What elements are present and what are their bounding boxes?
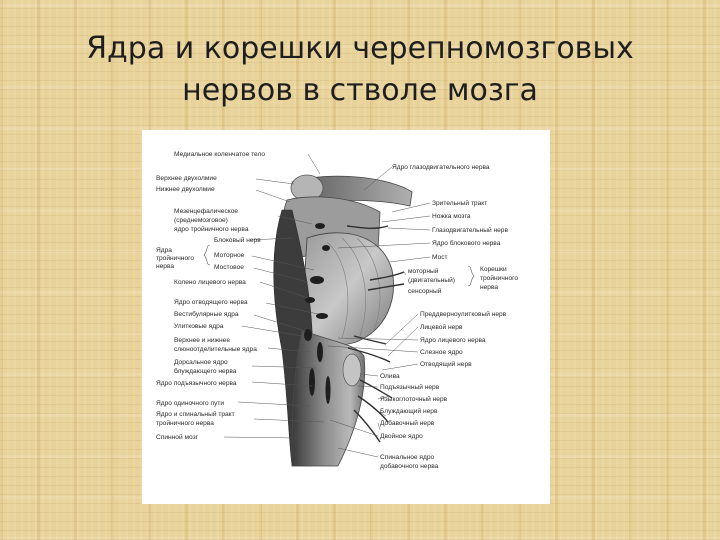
label-sensory-root: сенсорный bbox=[408, 288, 442, 295]
label-spinal-accessory-2: добавочного нерва bbox=[380, 463, 439, 470]
label-spinal-trigeminal-1: Ядро и спинальный тракт bbox=[156, 411, 235, 418]
label-mesencephalic-1: Мезенцефалическое bbox=[174, 208, 239, 215]
label-motor-nucleus: Моторное bbox=[214, 252, 245, 259]
label-vagus-nerve: Блуждающий нерв bbox=[380, 408, 438, 415]
label-cerebral-peduncle: Ножка мозга bbox=[432, 213, 471, 220]
label-trigeminal-nuclei-1: Ядра bbox=[156, 247, 172, 254]
label-spinal-trigeminal-2: тройничного нерва bbox=[156, 420, 214, 427]
label-facial-genu: Колено лицевого нерва bbox=[174, 279, 246, 286]
label-solitary-nucleus: Ядро одиночного пути bbox=[156, 400, 225, 407]
label-spinal-accessory-1: Спинальное ядро bbox=[380, 454, 435, 461]
olive-shape bbox=[343, 354, 361, 386]
trigeminal-roots-brace bbox=[468, 266, 474, 286]
label-oculomotor-nerve: Глазодвигательный нерв bbox=[432, 227, 508, 234]
label-olive: Олива bbox=[380, 373, 400, 380]
label-optic-tract: Зрительный тракт bbox=[432, 200, 488, 207]
label-glossopharyngeal-nerve: Языкоглоточный нерв bbox=[380, 396, 448, 403]
left-labels bbox=[156, 151, 265, 441]
label-salivatory-1: Верхнее и нижнее bbox=[174, 337, 230, 344]
label-superior-colliculus: Верхнее двухолмие bbox=[156, 175, 217, 182]
label-hypoglossal-nerve: Подъязычный нерв bbox=[380, 384, 440, 391]
label-accessory-nerve: Добавочный нерв bbox=[380, 420, 435, 427]
label-facial-nucleus: Ядро лицевого нерва bbox=[420, 337, 486, 344]
label-roots-3: нерва bbox=[480, 284, 499, 291]
label-facial-nerve: Лицевой нерв bbox=[420, 324, 463, 331]
label-oculomotor-nucleus: Ядро глазодвигательного нерва bbox=[392, 164, 490, 171]
label-cochlear-nuclei: Улитковые ядра bbox=[174, 323, 224, 330]
label-salivatory-2: слюноотделительные ядра bbox=[174, 346, 257, 353]
slide-title-line-2: нервов в стволе мозга bbox=[182, 73, 538, 108]
label-abducens-nucleus: Ядро отводящего нерва bbox=[174, 299, 248, 306]
label-spinal-cord: Спинной мозг bbox=[156, 434, 199, 441]
label-trigeminal-nuclei-3: нерва bbox=[156, 263, 175, 270]
label-hypoglossal-nucleus: Ядро подъязычного нерва bbox=[156, 380, 237, 387]
label-dorsal-vagal-1: Дорсальное ядро bbox=[174, 359, 228, 366]
brainstem-diagram bbox=[142, 130, 550, 504]
label-mesencephalic-3: ядро тройничного нерва bbox=[174, 226, 249, 233]
label-pontine-nucleus: Мостовое bbox=[214, 264, 244, 271]
label-motor-root-1: моторный bbox=[408, 268, 439, 275]
label-trigeminal-nuclei-2: тройничного bbox=[156, 255, 195, 262]
slide-title-line-1: Ядра и корешки черепномозговых bbox=[86, 31, 634, 66]
label-ambiguus-nucleus: Двойное ядро bbox=[380, 433, 423, 440]
label-mesencephalic-2: (среднемозговое) bbox=[174, 217, 228, 224]
label-trochlear-nucleus: Ядро блокового нерва bbox=[432, 240, 501, 247]
trigeminal-nuclei-bracket bbox=[204, 245, 210, 265]
label-roots-2: тройничного bbox=[480, 275, 519, 282]
label-trochlear-nerve: Блоковый нерв bbox=[214, 237, 261, 244]
label-pons: Мост bbox=[432, 254, 448, 261]
label-dorsal-vagal-2: блуждающего нерва bbox=[174, 368, 237, 375]
label-motor-root-2: (двигательный) bbox=[408, 277, 455, 284]
label-vestibulocochlear-nerve: Преддверноулитковый нерв bbox=[420, 311, 507, 318]
label-medial-geniculate: Медиальное коленчатое тело bbox=[174, 151, 266, 158]
label-vestibular-nuclei: Вестибулярные ядра bbox=[174, 311, 239, 318]
brainstem-figure bbox=[142, 130, 550, 504]
slide-title bbox=[40, 28, 680, 112]
label-roots-1: Корешки bbox=[480, 266, 507, 273]
label-inferior-colliculus: Нижнее двухолмие bbox=[156, 186, 215, 193]
label-lacrimal-nucleus: Слезное ядро bbox=[420, 349, 463, 356]
label-abducens-nerve: Отводящий нерв bbox=[420, 361, 472, 368]
